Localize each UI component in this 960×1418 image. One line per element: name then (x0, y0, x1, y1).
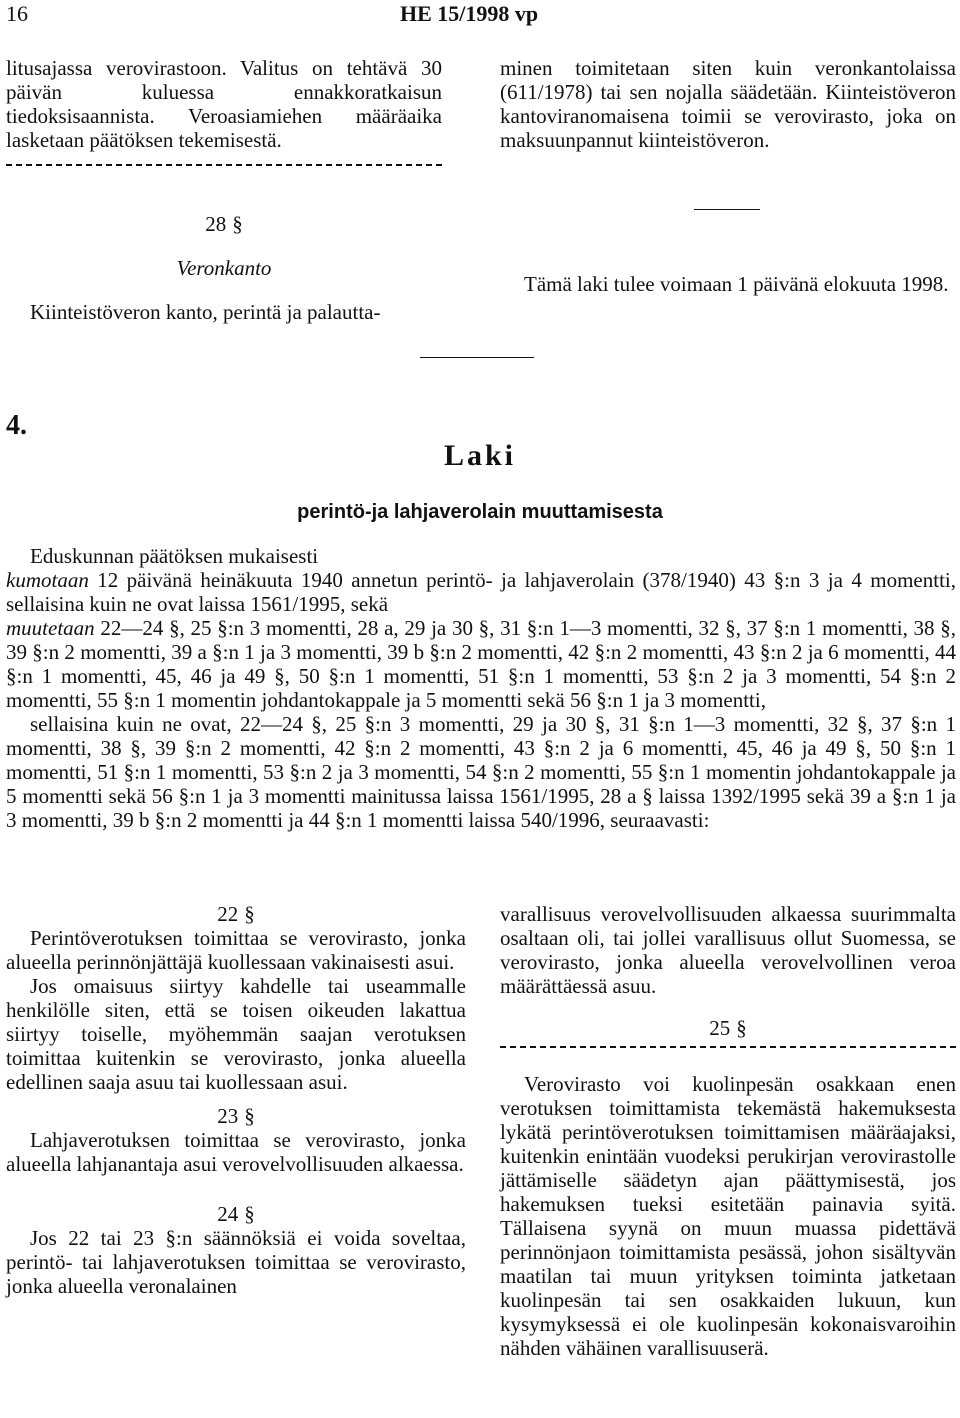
amend-text: 22—24 §, 25 §:n 3 momentti, 28 a, 29 ja 30 §, 31 §:n 1—3 momentti, 32 §, 37 §:n 1 momentti, 38 §, 39 §:n 2 momentti, 39 a §:n 1 ja 3 momentti, 39 b §:n 2 momentti, 42 §:n 2 momentti, 43 §:n 2 ja 6 momentti, 44 §:n 1 momentti, 45, 46 ja 49 §, 50 §:n 1 momentti, 51 §:n 1 momentti, 53 §:n 2 ja 3 momentti, 54 §:n 2 momentti, 55 §:n 1 momentin johdantokappale ja 5 momentti sekä 56 §:n 1 ja 3 momentti, (6, 616, 956, 712)
law-separator-rule (420, 357, 534, 358)
top-right-column (500, 56, 956, 152)
law-preamble (6, 544, 956, 832)
section-heading-25 (500, 1016, 956, 1040)
as-they-are-clause: sellaisina kuin ne ovat, 22—24 §, 25 §:n 3 momentti, 29 ja 30 §, 31 §:n 1—3 momentti, 32 §, 37 §:n 1 momentti, 38 §, 39 §:n 2 momentti, 42 §:n 2 momentti, 43 §:n 2 ja 6 momentti, 45, 46 ja 49 §, 50 §:n 1 momentti, 51 §:n 1 momentti, 53 §:n 2 ja 3 momentti, 54 §:n 2 momentti, 55 §:n 1 momentin johdantokappale ja 5 momentti sekä 56 §:n 1 ja 3 momentti mainitussa laissa 1561/1995, 28 a § laissa 1392/1995 sekä 39 a §:n 1 ja 3 momentti, 39 b §:n 2 momentti ja 44 §:n 1 momentti laissa 540/1996, seuraavasti: (6, 712, 956, 832)
section-paragraph: Perintöverotuksen toimittaa se verovirasto, jonka alueella perinnönjättäjä kuollessaan vakinaisesti asui. (6, 926, 466, 974)
law-title: Laki (443, 439, 517, 472)
section-number: 25 (709, 1016, 731, 1040)
repeal-clause (6, 568, 956, 616)
section-number: 23 (217, 1104, 239, 1128)
section-paragraph: Jos 22 tai 23 §:n säännöksiä ei voida soveltaa, perintö- tai lahjaverotuksen toimittaa se verovirasto, jonka alueella veronalainen (6, 1226, 466, 1298)
amend-keyword: muutetaan (6, 616, 95, 640)
top-left-paragraph: Kiinteistöveron kanto, perintä ja palautta- (30, 300, 381, 324)
law-number: 4. (6, 410, 27, 441)
repeal-keyword: kumotaan (6, 568, 89, 592)
section-sign: § (244, 902, 255, 926)
amend-clause (6, 616, 956, 712)
section-heading-28 (6, 212, 442, 236)
section-heading-22 (6, 902, 466, 926)
top-right-paragraph: minen toimitetaan siten kuin veronkantolaissa (611/1978) tai sen nojalla säädetään. Kiinteistöveron kantoviranomaisena toimii se verovirasto, joka on maksuunpannut kiinteistöveron. (500, 56, 956, 152)
section-number: 28 (205, 212, 227, 236)
section-heading-23 (6, 1104, 466, 1128)
section-number: 22 (217, 902, 239, 926)
top-left-column (6, 56, 442, 324)
omission-dashes (6, 164, 442, 166)
section-sign: § (244, 1202, 255, 1226)
top-right-paragraph: Tämä laki tulee voimaan 1 päivänä elokuuta 1998. (524, 272, 949, 296)
section-number: 24 (217, 1202, 239, 1226)
running-head: HE 15/1998 vp (400, 1, 539, 26)
top-left-paragraph: litusajassa verovirastoon. Valitus on tehtävä 30 päivän kuluessa ennakkoratkaisun tiedoksisaannista. Veroasiamiehen määräaika lasketaan päätöksen tekemisestä. (6, 56, 442, 152)
entry-into-force (500, 272, 956, 296)
law-subtitle: perintö-ja lahjaverolain muuttamisesta (297, 501, 663, 523)
bottom-left-column (6, 902, 466, 1298)
section-paragraph: varallisuus verovelvollisuuden alkaessa suurimmalta osaltaan oli, tai jollei varallisuus ollut Suomessa, se verovirasto, jonka alueella verovelvollinen veroa määrättäessä asuu. (500, 902, 956, 998)
section-heading-24 (6, 1202, 466, 1226)
omission-dashes (500, 1046, 956, 1048)
bottom-right-column (500, 902, 956, 1360)
section-sign: § (232, 212, 243, 236)
repeal-text: 12 päivänä heinäkuuta 1940 annetun perintö- ja lahjaverolain (378/1940) 43 §:n 3 ja 4 momentti, sellaisina kuin ne ovat laissa 1561/1995, sekä (6, 568, 956, 616)
page-number: 16 (6, 1, 28, 26)
preamble-intro: Eduskunnan päätöksen mukaisesti (30, 544, 319, 568)
section-paragraph: Jos omaisuus siirtyy kahdelle tai useammalle henkilölle siten, että se toisen oikeuden lakattua siirtyy toiselle, myöhemmän saajan verotuksen toimittaa kuitenkin se verovirasto, jonka alueella edellinen saaja asuu tai kuollessaan asui. (6, 974, 466, 1094)
section-paragraph: Verovirasto voi kuolinpesän osakkaan enen verotuksen toimittamista tekemästä hakemuksesta lykätä perintöverotuksen toimittamisen määräajaksi, kuitenkin enintään vuodeksi perukirjan verovirastolle jättämiselle säädetyn ajan päättymisestä, jos hakemuksen tueksi esitetään painavia syitä. Tällaisena syynä on muun muassa pidettävä perinnönjaon toimittamista pesässä, johon sisältyvän maatilan tai muun yrityksen toiminta jatketaan kuolinpesän tai sen osakkaiden lukuun, kun kysymyksessä ei ole kuolinpesän kokonaisvaroihin nähden vähäinen varallisuuserä. (500, 1072, 956, 1360)
section-title: Veronkanto (176, 256, 272, 280)
section-sign: § (244, 1104, 255, 1128)
separator-rule (694, 209, 760, 210)
section-paragraph: Lahjaverotuksen toimittaa se verovirasto, jonka alueella lahjanantaja asui verovelvollisuuden alkaessa. (6, 1128, 466, 1176)
section-sign: § (736, 1016, 747, 1040)
